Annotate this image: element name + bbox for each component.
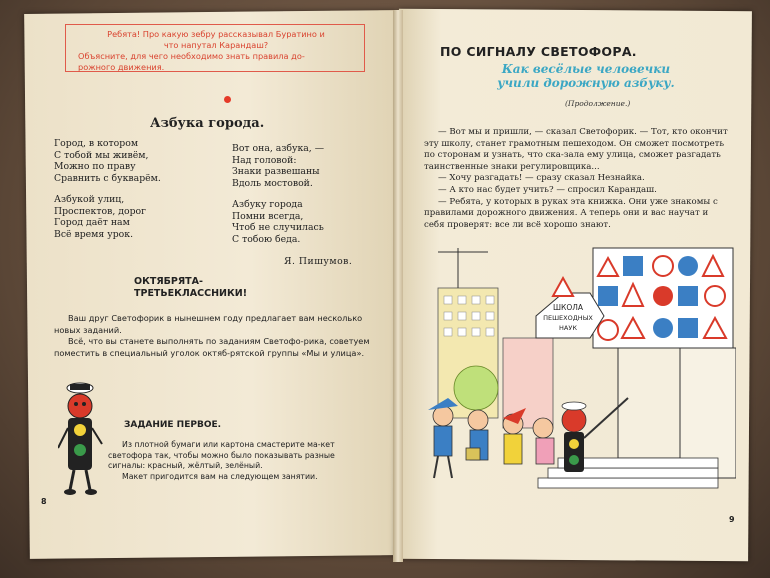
book-gutter: [393, 10, 403, 562]
poem-right-column: [232, 143, 324, 255]
task-note: Макет пригодится вам на следующем занятии.: [122, 471, 318, 481]
subtitle-line: учили дорожную азбуку.: [497, 76, 675, 90]
chapter-subtitle: [476, 62, 696, 90]
poem-line: Азбуку города: [232, 199, 303, 210]
subtitle-line: Как весёлые человечки: [501, 62, 671, 76]
story-paragraph: — А кто нас будет учить? — спросил Карандаш.: [438, 184, 657, 195]
red-dot-decoration: [224, 96, 231, 103]
poem-line: Город, в котором: [54, 138, 139, 149]
octobrists-heading: [134, 276, 247, 300]
poem-line: Можно по праву: [54, 161, 136, 172]
story-paragraph: — Ребята, у которых в руках эта книжка. Они уже знакомы с правилами дорожного движения. А теперь они и вас научат и себя проверят: все ли всё хорошо знают.: [424, 196, 718, 230]
school-illustration: [418, 238, 736, 508]
poem-stanza: [232, 199, 324, 245]
poem-line: С тобой мы живём,: [54, 149, 149, 161]
poem-stanza: [54, 194, 161, 240]
tree-icon: [454, 366, 498, 410]
poem-line: С тобою беда.: [232, 233, 301, 245]
notice-line: Объясните, для чего необходимо знать правила до-: [78, 51, 305, 61]
task-heading: ЗАДАНИЕ ПЕРВОЕ.: [124, 420, 222, 430]
poem-line: Вот она, азбука, —: [232, 143, 325, 154]
poem-line: Город даёт нам: [54, 217, 130, 228]
paragraph-advice: Всё, что вы станете выполнять по заданиям Светофо-рика, советуем поместить в специальный уголок октяб-рятской группы «Мы и улица».: [54, 336, 370, 358]
traffic-light-character-icon: [58, 378, 108, 498]
poem-stanza: [54, 138, 161, 184]
continued-label: (Продолжение.): [565, 99, 631, 108]
poem-line: Сравнить с букварём.: [54, 172, 161, 184]
heading-line: ТРЕТЬЕКЛАССНИКИ!: [134, 288, 248, 299]
page-number-right: 9: [729, 515, 735, 524]
story-text: [424, 127, 730, 231]
poem-author: Я. Пишумов.: [284, 256, 353, 267]
poem-line: Помни всегда,: [232, 210, 304, 222]
story-paragraph: — Хочу разгадать! — сразу сказал Незнайка.: [438, 173, 645, 184]
notice-line: Ребята! Про какую зебру рассказывал Буратино и: [107, 29, 325, 39]
chapter-title: ПО СИГНАЛУ СВЕТОФОРА.: [440, 44, 637, 59]
poem-line: Проспектов, дорог: [54, 205, 146, 217]
poem-line: Азбукой улиц,: [54, 194, 125, 205]
notice-line: рожного движения.: [78, 62, 165, 72]
school-sign-line: ПЕШЕХОДНЫХ: [543, 314, 593, 322]
page-number-left: 8: [41, 497, 47, 506]
poem-line: Над головой:: [232, 154, 297, 166]
poem-line: Чтоб не случилась: [232, 222, 324, 233]
poem-line: Всё время урок.: [54, 228, 134, 240]
poem-line: Вдоль мостовой.: [232, 177, 313, 189]
poem-title: Азбука города.: [150, 116, 265, 131]
heading-line: ОКТЯБРЯТА-: [134, 276, 203, 287]
story-paragraph: — Вот мы и пришли, — сказал Светофорик. — Тот, кто окончит эту школу, станет грамотным пешеходом. Он сможет посмотреть по сторонам и узнать, что ска-зала ему улица, сможет разгадать таинственные знаки регулировщика...: [424, 127, 728, 172]
school-sign-line: ШКОЛА: [552, 303, 584, 312]
poem-left-column: [54, 138, 161, 250]
task-instruction: Из плотной бумаги или картона смастерите ма-кет светофора так, чтобы можно было показывать разные сигналы: красный, жёлтый, зелёный.: [108, 440, 335, 470]
school-sign-line: НАУК: [559, 324, 577, 332]
notice-box: [65, 24, 365, 72]
task-text: [108, 440, 366, 482]
paragraph-intro: Ваш друг Светофорик в нынешнем году предлагает вам несколько новых заданий.: [54, 313, 363, 335]
poem-stanza: [232, 143, 324, 189]
poem-line: Знаки развешаны: [232, 166, 320, 177]
notice-line: что напутал Карандаш?: [163, 40, 269, 50]
